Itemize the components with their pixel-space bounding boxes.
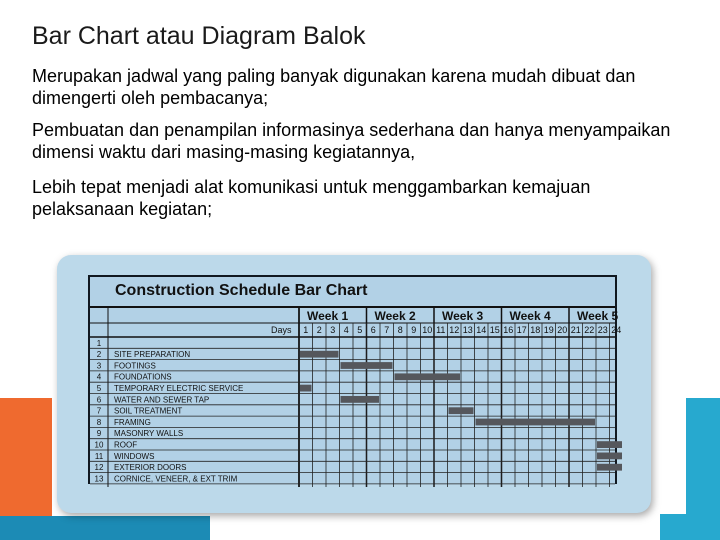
paragraph-1: Merupakan jadwal yang paling banyak digunakan karena mudah dibuat dan dimengerti oleh pembacanya; [32,66,636,108]
task-number: 4 [96,372,102,382]
task-bar [341,362,393,369]
task-name: FOOTINGS [114,361,156,371]
task-name: WATER AND SEWER TAP [114,395,210,405]
task-name: MASONRY WALLS [114,429,184,439]
day-number: 15 [489,325,500,335]
day-number: 4 [343,325,349,335]
day-number: 11 [436,325,446,335]
task-number: 3 [96,361,102,371]
task-bar [341,396,380,403]
task-number: 12 [94,463,104,473]
task-name: CORNICE, VENEER, & EXT TRIM [114,474,238,484]
day-number: 9 [411,325,417,335]
task-name: SITE PREPARATION [114,350,191,360]
day-number: 17 [516,325,527,335]
week-label: Week 4 [509,309,551,323]
task-bar [597,441,622,448]
task-name: FRAMING [114,417,151,427]
paragraph-3: Lebih tepat menjadi alat komunikasi untuk menggambarkan kemajuan pelaksanaan kegiatan; [32,177,591,219]
schedule-chart [88,275,622,484]
chart-title: Construction Schedule Bar Chart [115,282,368,299]
day-number: 13 [462,325,473,335]
task-bar [449,407,474,414]
task-name: EXTERIOR DOORS [114,463,187,473]
day-number: 16 [503,325,514,335]
task-number: 6 [96,395,102,405]
day-number: 3 [330,325,336,335]
schedule-grid [90,277,622,487]
day-number: 2 [316,325,322,335]
day-number: 8 [397,325,403,335]
task-number: 10 [94,440,104,450]
task-bar [476,419,596,426]
task-name: SOIL TREATMENT [114,406,183,416]
day-number: 21 [570,325,581,335]
day-number: 6 [370,325,376,335]
task-bar [300,351,339,358]
task-bar [395,373,461,380]
week-label: Week 5 [577,309,619,323]
task-bar [597,453,622,460]
task-number: 8 [96,417,102,427]
task-number: 1 [96,338,102,348]
day-number: 23 [597,325,608,335]
task-number: 5 [96,384,102,393]
task-number: 7 [96,406,102,416]
day-number: 1 [303,325,309,335]
task-name: FOUNDATIONS [114,372,172,382]
day-number: 24 [611,325,622,335]
task-name: WINDOWS [114,451,155,461]
day-number: 7 [384,325,390,335]
day-number: 18 [530,325,541,335]
task-bar [300,385,312,392]
week-label: Week 3 [442,309,484,323]
blue-bottom-band [0,516,210,540]
task-bar [597,464,622,471]
week-label: Week 1 [307,309,349,323]
task-name: ROOF [114,440,138,450]
week-label: Week 2 [374,309,416,323]
task-number: 9 [96,429,102,439]
days-label: Days [271,325,292,335]
task-name: TEMPORARY ELECTRIC SERVICE [114,384,244,393]
day-number: 14 [476,325,487,335]
task-number: 11 [94,451,104,461]
slide-title: Bar Chart atau Diagram Balok [32,22,366,50]
task-number: 13 [94,474,104,484]
task-number: 2 [96,350,102,360]
day-number: 12 [449,325,460,335]
day-number: 10 [422,325,433,335]
blue-corner-shape [660,514,720,540]
day-number: 22 [584,325,595,335]
day-number: 5 [357,325,363,335]
day-number: 19 [543,325,554,335]
day-number: 20 [557,325,568,335]
paragraph-2: Pembuatan dan penampilan informasinya sederhana dan hanya menyampaikan dimensi waktu dari masing-masing kegiatannya, [32,120,671,162]
